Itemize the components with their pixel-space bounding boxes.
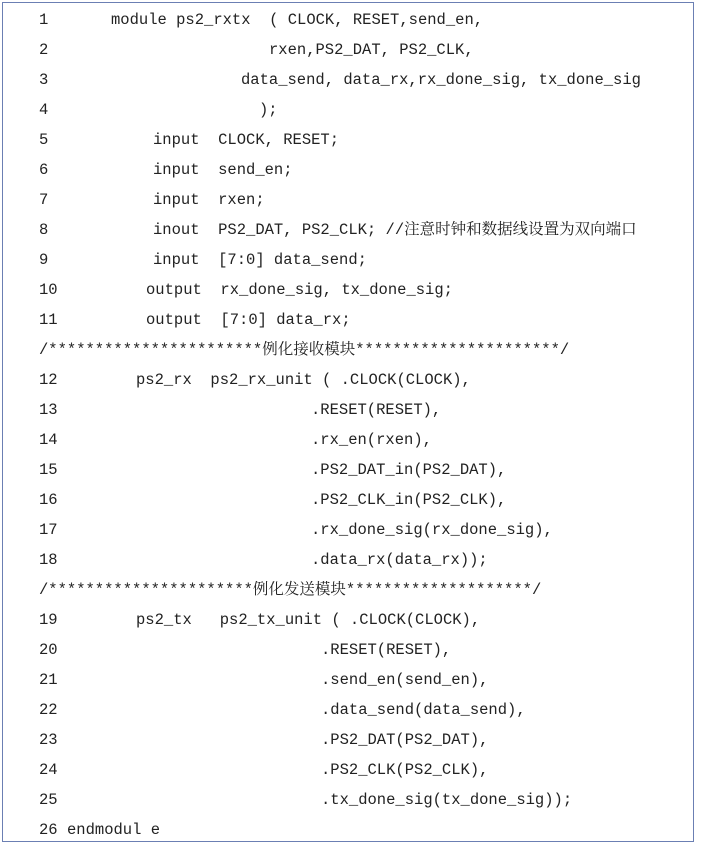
line-number: 10: [39, 281, 58, 299]
code-line: [3, 65, 693, 95]
code-text: .data_rx(data_rx));: [311, 551, 488, 569]
code-text: );: [259, 101, 278, 119]
code-line: [3, 815, 693, 842]
code-line: [3, 35, 693, 65]
code-text: inout PS2_DAT, PS2_CLK; //注意时钟和数据线设置为双向端口: [153, 221, 637, 239]
line-number: 17: [39, 521, 58, 539]
code-text: input [7:0] data_send;: [153, 251, 367, 269]
code-text: input send_en;: [153, 161, 293, 179]
code-text: .tx_done_sig(tx_done_sig));: [321, 791, 573, 809]
code-text: .send_en(send_en),: [321, 671, 489, 689]
line-number: 25: [39, 791, 58, 809]
code-text: ps2_tx ps2_tx_unit ( .CLOCK(CLOCK),: [136, 611, 481, 629]
code-listing: [2, 2, 694, 842]
code-text: input rxen;: [153, 191, 265, 209]
code-line: [3, 485, 693, 515]
comment-line: [3, 575, 693, 605]
code-line: [3, 545, 693, 575]
line-number: 20: [39, 641, 58, 659]
line-number: 3: [39, 71, 49, 89]
comment-text: /**********************例化发送模块********************/: [39, 581, 542, 599]
code-text: input CLOCK, RESET;: [153, 131, 340, 149]
code-line: [3, 215, 693, 245]
line-number: 13: [39, 401, 58, 419]
code-line: [3, 95, 693, 125]
line-number: 7: [39, 191, 49, 209]
line-number: 15: [39, 461, 58, 479]
code-line: [3, 395, 693, 425]
code-text: .rx_en(rxen),: [311, 431, 432, 449]
code-line: [3, 305, 693, 335]
code-text: output [7:0] data_rx;: [146, 311, 351, 329]
code-line: [3, 455, 693, 485]
line-number: 16: [39, 491, 58, 509]
code-text: .PS2_DAT_in(PS2_DAT),: [311, 461, 507, 479]
code-line: [3, 425, 693, 455]
code-text: rxen,PS2_DAT, PS2_CLK,: [269, 41, 474, 59]
code-line: [3, 245, 693, 275]
line-number: 5: [39, 131, 49, 149]
code-line: [3, 665, 693, 695]
line-number: 9: [39, 251, 49, 269]
code-text: data_send, data_rx,rx_done_sig, tx_done_sig: [241, 71, 641, 89]
line-number: 2: [39, 41, 49, 59]
code-text: .PS2_CLK_in(PS2_CLK),: [311, 491, 507, 509]
line-number: 12: [39, 371, 58, 389]
line-number: 21: [39, 671, 58, 689]
line-number: 19: [39, 611, 58, 629]
code-text: .PS2_CLK(PS2_CLK),: [321, 761, 489, 779]
line-number: 14: [39, 431, 58, 449]
code-text: output rx_done_sig, tx_done_sig;: [146, 281, 453, 299]
code-line: [3, 755, 693, 785]
line-number: 6: [39, 161, 49, 179]
code-line: [3, 125, 693, 155]
code-line: [3, 635, 693, 665]
line-number: 26: [39, 821, 58, 839]
code-text: .RESET(RESET),: [321, 641, 452, 659]
line-number: 23: [39, 731, 58, 749]
code-text: .PS2_DAT(PS2_DAT),: [321, 731, 489, 749]
code-line: [3, 695, 693, 725]
code-line: [3, 185, 693, 215]
code-text: endmodul e: [67, 821, 161, 839]
line-number: 11: [39, 311, 58, 329]
line-number: 24: [39, 761, 58, 779]
code-line: [3, 155, 693, 185]
code-text: .rx_done_sig(rx_done_sig),: [311, 521, 553, 539]
code-text: .RESET(RESET),: [311, 401, 442, 419]
code-line: [3, 515, 693, 545]
line-number: 18: [39, 551, 58, 569]
line-number: 1: [39, 11, 49, 29]
code-line: [3, 725, 693, 755]
code-line: [3, 605, 693, 635]
code-text: .data_send(data_send),: [321, 701, 526, 719]
line-number: 8: [39, 221, 49, 239]
comment-text: /***********************例化接收模块**********************/: [39, 341, 570, 359]
line-number: 4: [39, 101, 49, 119]
code-line: [3, 5, 693, 35]
code-line: [3, 275, 693, 305]
code-line: [3, 365, 693, 395]
code-text: ps2_rx ps2_rx_unit ( .CLOCK(CLOCK),: [136, 371, 471, 389]
line-number: 22: [39, 701, 58, 719]
code-text: module ps2_rxtx ( CLOCK, RESET,send_en,: [111, 11, 484, 29]
code-line: [3, 785, 693, 815]
comment-line: [3, 335, 693, 365]
